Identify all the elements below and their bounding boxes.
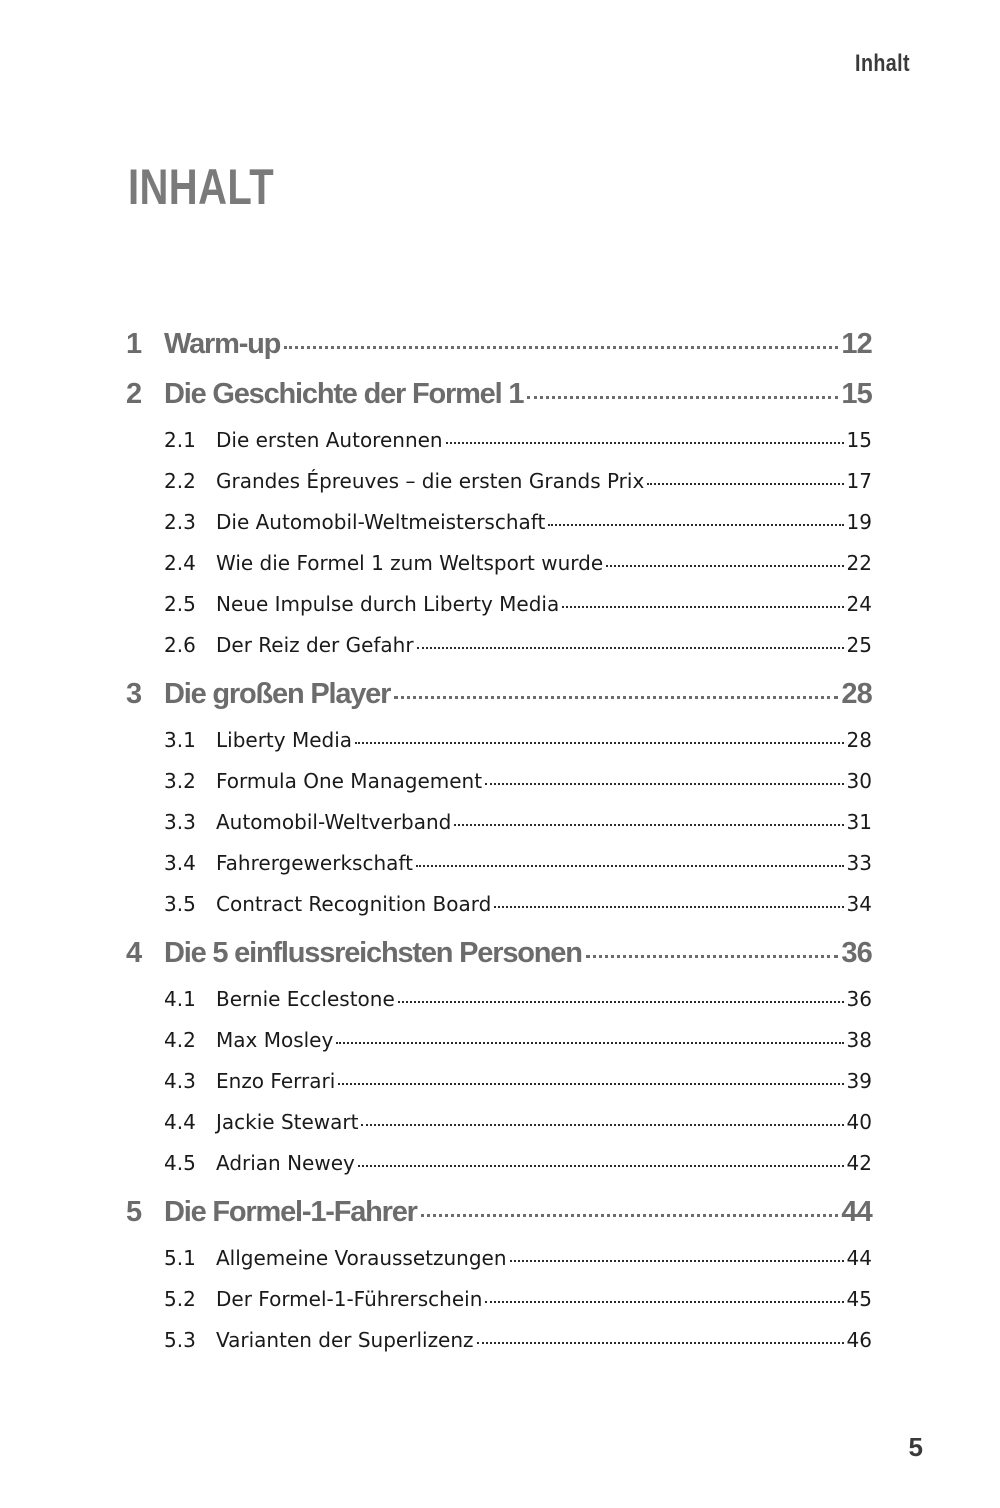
section-page-number: 34 xyxy=(846,892,872,916)
dot-leader xyxy=(606,565,843,567)
chapter-page-number: 44 xyxy=(841,1196,872,1228)
section-number: 3.5 xyxy=(164,892,196,916)
section-title: Neue Impulse durch Liberty Media xyxy=(216,592,560,616)
section-title: Jackie Stewart xyxy=(216,1110,359,1134)
dot-leader xyxy=(446,442,844,444)
section-title: Allgemeine Voraussetzungen xyxy=(216,1246,507,1270)
toc-section-row[interactable] xyxy=(126,1151,872,1192)
toc-section-row[interactable] xyxy=(126,987,872,1028)
section-number: 4.2 xyxy=(164,1028,196,1052)
section-number: 2.6 xyxy=(164,633,196,657)
section-page-number: 46 xyxy=(846,1328,872,1352)
toc-section-row[interactable] xyxy=(126,1246,872,1287)
section-title: Liberty Media xyxy=(216,728,353,752)
chapter-number: 1 xyxy=(126,328,143,360)
dot-leader xyxy=(284,346,838,349)
toc-section-row[interactable] xyxy=(126,1028,872,1069)
page-title: INHALT xyxy=(128,159,275,215)
toc-section-row[interactable] xyxy=(126,1110,872,1151)
chapter-number: 2 xyxy=(126,378,143,410)
toc-chapter-row[interactable] xyxy=(126,937,872,983)
chapter-number: 5 xyxy=(126,1196,143,1228)
dot-leader xyxy=(416,865,844,867)
toc-chapter-row[interactable] xyxy=(126,678,872,724)
running-header: Inhalt xyxy=(855,50,910,77)
dot-leader xyxy=(421,1214,839,1217)
section-title: Bernie Ecclestone xyxy=(216,987,395,1011)
section-title: Der Formel-1-Führerschein xyxy=(216,1287,483,1311)
section-page-number: 30 xyxy=(846,769,872,793)
dot-leader xyxy=(361,1124,843,1126)
dot-leader xyxy=(548,524,843,526)
section-number: 4.4 xyxy=(164,1110,196,1134)
section-page-number: 39 xyxy=(846,1069,872,1093)
section-number: 4.5 xyxy=(164,1151,196,1175)
section-number: 3.2 xyxy=(164,769,196,793)
dot-leader xyxy=(562,606,843,608)
section-title: Grandes Épreuves – die ersten Grands Prix xyxy=(216,469,645,493)
table-of-contents xyxy=(126,328,872,1369)
section-title: Adrian Newey xyxy=(216,1151,355,1175)
toc-section-row[interactable] xyxy=(126,1287,872,1328)
toc-section-row[interactable] xyxy=(126,810,872,851)
dot-leader xyxy=(510,1260,844,1262)
dot-leader xyxy=(394,696,838,699)
section-title: Der Reiz der Gefahr xyxy=(216,633,414,657)
section-number: 4.3 xyxy=(164,1069,196,1093)
section-title: Wie die Formel 1 zum Weltsport wurde xyxy=(216,551,604,575)
toc-section-row[interactable] xyxy=(126,592,872,633)
section-title: Automobil-Weltverband xyxy=(216,810,452,834)
section-title: Fahrergewerkschaft xyxy=(216,851,413,875)
section-title: Varianten der Superlizenz xyxy=(216,1328,474,1352)
dot-leader xyxy=(485,1301,843,1303)
chapter-number: 3 xyxy=(126,678,143,710)
dot-leader xyxy=(358,1165,844,1167)
page-number: 5 xyxy=(908,1432,923,1462)
chapter-title: Die Formel-1-Fahrer xyxy=(164,1196,417,1228)
dot-leader xyxy=(454,824,843,826)
toc-section-row[interactable] xyxy=(126,633,872,674)
section-page-number: 24 xyxy=(846,592,872,616)
chapter-number: 4 xyxy=(126,937,143,969)
dot-leader xyxy=(494,906,843,908)
chapter-title: Die Geschichte der Formel 1 xyxy=(164,378,524,410)
dot-leader xyxy=(586,955,839,958)
section-page-number: 15 xyxy=(846,428,872,452)
section-page-number: 44 xyxy=(846,1246,872,1270)
toc-chapter-row[interactable] xyxy=(126,378,872,424)
toc-section-row[interactable] xyxy=(126,851,872,892)
section-number: 2.1 xyxy=(164,428,196,452)
section-page-number: 45 xyxy=(846,1287,872,1311)
section-page-number: 25 xyxy=(846,633,872,657)
section-title: Max Mosley xyxy=(216,1028,334,1052)
toc-chapter-row[interactable] xyxy=(126,1196,872,1242)
section-title: Die Automobil-Weltmeisterschaft xyxy=(216,510,546,534)
section-page-number: 28 xyxy=(846,728,872,752)
toc-section-row[interactable] xyxy=(126,892,872,933)
section-title: Contract Recognition Board xyxy=(216,892,492,916)
section-number: 5.1 xyxy=(164,1246,196,1270)
chapter-title: Die 5 einflussreichsten Personen xyxy=(164,937,582,969)
toc-section-row[interactable] xyxy=(126,769,872,810)
section-number: 3.4 xyxy=(164,851,196,875)
toc-chapter-row[interactable] xyxy=(126,328,872,374)
toc-section-row[interactable] xyxy=(126,728,872,769)
dot-leader xyxy=(485,783,843,785)
toc-section-row[interactable] xyxy=(126,1328,872,1369)
section-page-number: 17 xyxy=(846,469,872,493)
section-number: 2.5 xyxy=(164,592,196,616)
section-page-number: 19 xyxy=(846,510,872,534)
section-number: 2.3 xyxy=(164,510,196,534)
chapter-title: Warm-up xyxy=(164,328,281,360)
dot-leader xyxy=(477,1342,844,1344)
toc-section-row[interactable] xyxy=(126,469,872,510)
section-title: Enzo Ferrari xyxy=(216,1069,336,1093)
section-number: 3.1 xyxy=(164,728,196,752)
chapter-title: Die großen Player xyxy=(164,678,391,710)
toc-section-row[interactable] xyxy=(126,1069,872,1110)
section-page-number: 33 xyxy=(846,851,872,875)
toc-section-row[interactable] xyxy=(126,551,872,592)
dot-leader xyxy=(417,647,844,649)
section-number: 4.1 xyxy=(164,987,196,1011)
chapter-page-number: 36 xyxy=(841,937,872,969)
section-title: Formula One Management xyxy=(216,769,483,793)
section-page-number: 38 xyxy=(846,1028,872,1052)
dot-leader xyxy=(355,742,844,744)
toc-section-row[interactable] xyxy=(126,510,872,551)
section-number: 5.3 xyxy=(164,1328,196,1352)
section-number: 5.2 xyxy=(164,1287,196,1311)
toc-section-row[interactable] xyxy=(126,428,872,469)
chapter-page-number: 28 xyxy=(841,678,872,710)
section-number: 2.4 xyxy=(164,551,196,575)
dot-leader xyxy=(398,1001,844,1003)
section-number: 2.2 xyxy=(164,469,196,493)
dot-leader xyxy=(647,483,843,485)
chapter-page-number: 15 xyxy=(841,378,872,410)
section-page-number: 40 xyxy=(846,1110,872,1134)
section-title: Die ersten Autorennen xyxy=(216,428,443,452)
section-page-number: 42 xyxy=(846,1151,872,1175)
dot-leader xyxy=(338,1083,843,1085)
section-page-number: 36 xyxy=(846,987,872,1011)
dot-leader xyxy=(336,1042,843,1044)
section-page-number: 31 xyxy=(846,810,872,834)
dot-leader xyxy=(527,396,838,399)
section-number: 3.3 xyxy=(164,810,196,834)
chapter-page-number: 12 xyxy=(841,328,872,360)
section-page-number: 22 xyxy=(846,551,872,575)
